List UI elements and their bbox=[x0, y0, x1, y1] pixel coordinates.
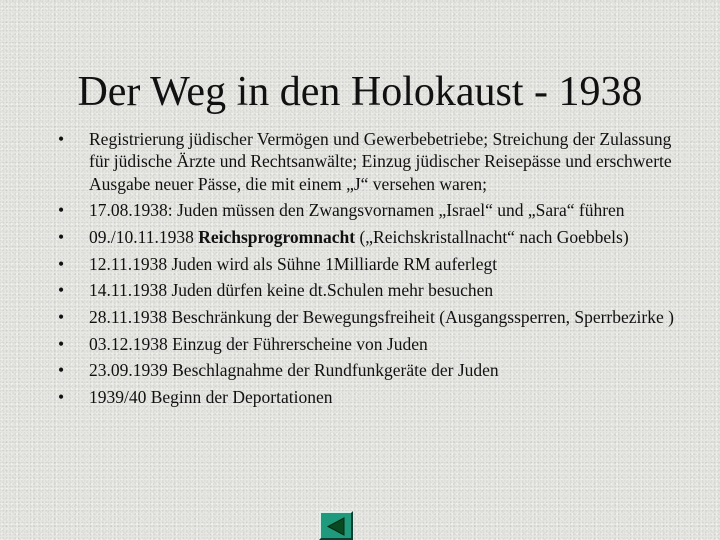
bullet-marker: • bbox=[58, 226, 65, 247]
bullet-text: 28.11.1938 Beschränkung der Bewegungsfreiheit (Ausgangssperren, Sperrbezirke ) bbox=[89, 307, 674, 328]
bullet-marker: • bbox=[58, 307, 65, 328]
bullet-marker: • bbox=[58, 387, 65, 408]
bullet-text: 23.09.1939 Beschlagnahme der Rundfunkgeräte der Juden bbox=[89, 360, 499, 381]
bullet-text: 17.08.1938: Juden müssen den Zwangsvornamen „Israel“ und „Sara“ führen bbox=[89, 200, 625, 221]
bullet-marker: • bbox=[58, 280, 65, 301]
list-item bbox=[58, 199, 678, 221]
list-item bbox=[58, 306, 678, 328]
list-item bbox=[58, 128, 678, 195]
bullet-marker: • bbox=[58, 129, 65, 149]
list-item bbox=[58, 253, 678, 275]
bullet-text: 14.11.1938 Juden dürfen keine dt.Schulen mehr besuchen bbox=[89, 280, 494, 301]
bullet-text: 12.11.1938 Juden wird als Sühne 1Milliarde RM auferlegt bbox=[89, 253, 498, 274]
list-item bbox=[58, 359, 678, 381]
bullet-text: 03.12.1938 Einzug der Führerscheine von Juden bbox=[89, 333, 428, 354]
slide-title: Der Weg in den Holokaust - 1938 bbox=[77, 69, 643, 115]
bullet-list bbox=[58, 128, 678, 413]
bullet-text: 1939/40 Beginn der Deportationen bbox=[89, 387, 333, 408]
bullet-marker: • bbox=[58, 253, 65, 274]
triangle-left-icon bbox=[326, 517, 346, 536]
list-item bbox=[58, 226, 678, 248]
bullet-text bbox=[89, 227, 629, 247]
bullet-marker: • bbox=[58, 333, 65, 354]
list-item bbox=[58, 386, 678, 408]
list-item bbox=[58, 279, 678, 301]
bullet-text-rest: („Reichskristallnacht“ nach Goebbels) bbox=[355, 226, 629, 247]
back-button[interactable] bbox=[319, 511, 353, 540]
bullet-marker: • bbox=[58, 360, 65, 381]
bullet-text-emphasis: Reichsprogromnacht bbox=[198, 226, 356, 247]
bullet-text-date: 09./10.11.1938 bbox=[89, 226, 199, 247]
list-item bbox=[58, 333, 678, 355]
bullet-text: Registrierung jüdischer Vermögen und Gewerbebetriebe; Streichung der Zulassung für jüdische Ärzte und Rechtsanwälte; Einzug jüdischer Reisepässe und erschwerte Ausgabe neuer Pässe, die mit einem „J“ versehen waren; bbox=[89, 129, 672, 194]
bullet-marker: • bbox=[58, 200, 65, 221]
